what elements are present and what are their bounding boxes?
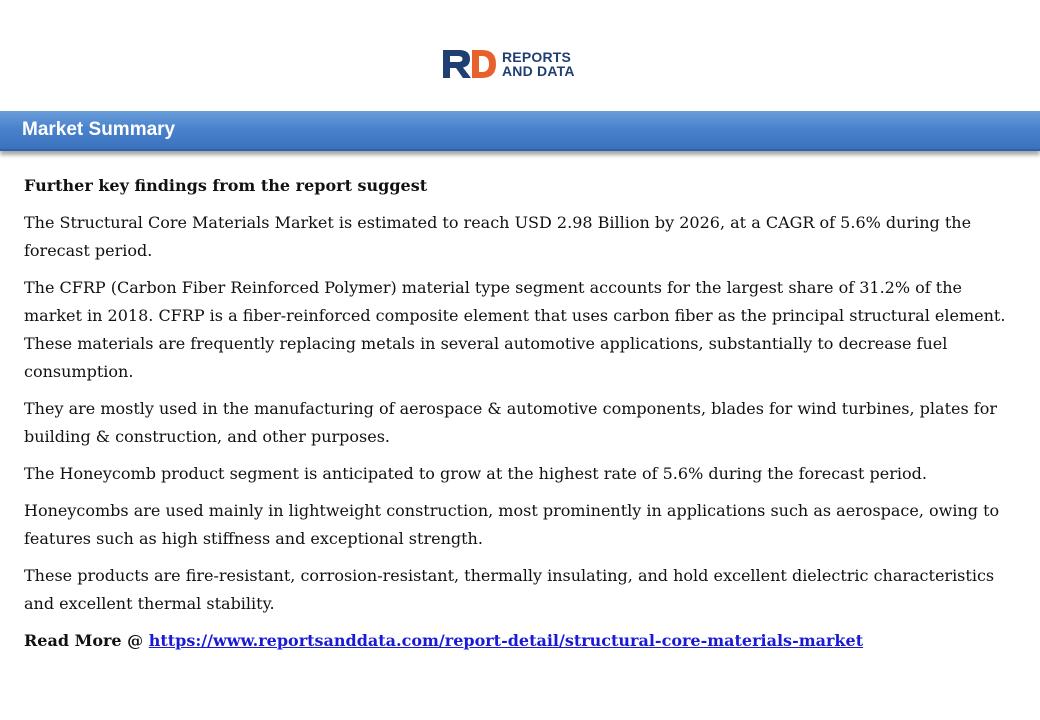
paragraph-properties: These products are fire-resistant, corrosion-resistant, thermally insulating, and hold excellent dielectric characteristics and excellent thermal stability.: [24, 566, 995, 613]
logo-line-1: REPORTS: [502, 49, 572, 65]
read-more-link[interactable]: https://www.reportsanddata.com/report-detail/structural-core-materials-market: [148, 631, 864, 650]
read-more-label: Read More @: [24, 631, 149, 650]
paragraph-honeycomb-growth: The Honeycomb product segment is anticipated to grow at the highest rate of 5.6% during the forecast period.: [24, 464, 927, 483]
paragraph-cfrp: The CFRP (Carbon Fiber Reinforced Polymer) material type segment accounts for the largest share of 31.2% of the market in 2018. CFRP is a fiber-reinforced composite element that uses carbon fiber as the principal structural element. These materials are frequently replacing metals in several automotive applications, substantially to decrease fuel consumption.: [24, 278, 1006, 381]
logo-line-2: AND DATA: [502, 63, 575, 79]
paragraph-uses: They are mostly used in the manufacturing of aerospace & automotive components, blades for wind turbines, plates for building & construction, and other purposes.: [24, 399, 997, 446]
section-banner: [0, 111, 1040, 151]
logo: [441, 48, 575, 80]
summary-body: [24, 172, 1014, 664]
findings-heading: Further key findings from the report suggest: [24, 176, 428, 195]
paragraph-market-estimate: The Structural Core Materials Market is estimated to reach USD 2.98 Billion by 2026, at a CAGR of 5.6% during the forecast period.: [24, 213, 972, 260]
read-more: [24, 627, 1014, 655]
paragraph-honeycomb-uses: Honeycombs are used mainly in lightweight construction, most prominently in applications such as aerospace, owing to features such as high stiffness and exceptional strength.: [24, 501, 1000, 548]
section-title: Market Summary: [22, 119, 176, 140]
logo-wordmark: [502, 50, 575, 78]
rd-logo-icon: [441, 48, 497, 80]
